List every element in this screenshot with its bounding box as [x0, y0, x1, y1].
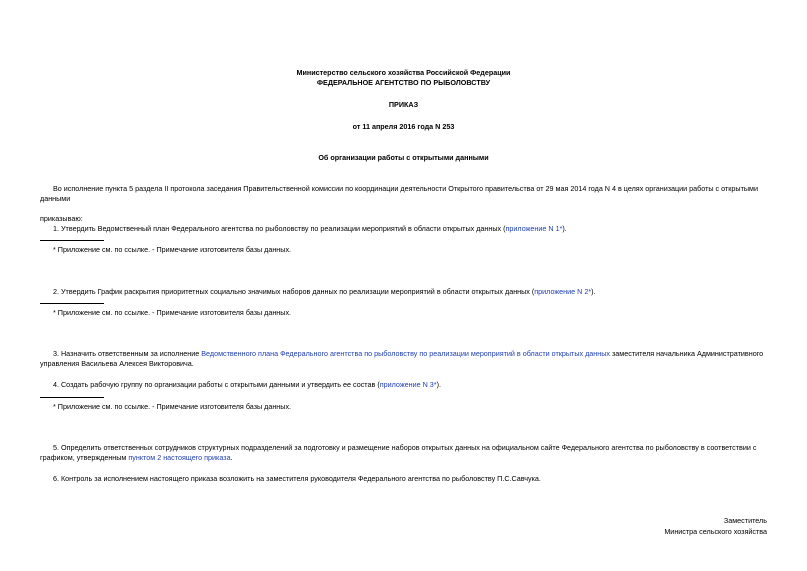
signature-title-line-1: Заместитель [723, 516, 767, 525]
item-6: 6. Контроль за исполнением настоящего приказа возложить на заместителя руководителя Федерального агентства по рыболовству П.С.Савчука. [53, 474, 541, 483]
agency-name: ФЕДЕРАЛЬНОЕ АГЕНТСТВО ПО РЫБОЛОВСТВУ [316, 78, 491, 87]
document-subject: Об организации работы с открытыми данными [318, 153, 489, 162]
appendix-1-link[interactable]: приложение N 1* [505, 224, 563, 233]
appendix-2-link[interactable]: приложение N 2* [534, 287, 592, 296]
item-2-tail: ). [591, 287, 596, 296]
item-4-text: 4. Создать рабочую группу по организации работы с открытыми данными и утвердить ее состав ( [53, 380, 380, 389]
preamble-line-2: данными [40, 194, 71, 203]
order-word: приказываю: [40, 214, 83, 223]
item-5-line-1: 5. Определить ответственных сотрудников структурных подразделений за подготовку и размещение наборов открытых данных на официальном сайте Федерального агентства по рыболовству в соответствии с [53, 443, 757, 452]
footnote-divider-2 [40, 303, 104, 304]
item-5-tail: . [230, 453, 233, 462]
document-date-number: от 11 апреля 2016 года N 253 [352, 122, 455, 131]
item-4 [53, 380, 441, 390]
footnote-3: * Приложение см. по ссылке. - Примечание изготовителя базы данных. [53, 402, 292, 411]
item-1-text: 1. Утвердить Ведомственный план Федерального агентства по рыболовству по реализации мероприятий в области открытых данных ( [53, 224, 506, 233]
item-1-tail: ). [562, 224, 567, 233]
item-3 [53, 349, 763, 359]
footnote-divider-1 [40, 240, 104, 241]
item-5-text: графиком, утвержденным [40, 453, 129, 462]
preamble-line-1: Во исполнение пункта 5 раздела II протокола заседания Правительственной комиссии по координации деятельности Открытого правительства от 29 мая 2014 года N 4 в целях организации работы с открытыми [53, 184, 759, 193]
item-3-tail: заместителя начальника Административного [610, 349, 764, 358]
document-type: ПРИКАЗ [388, 100, 419, 109]
item-4-tail: ). [436, 380, 441, 389]
clause-2-link[interactable]: пунктом 2 настоящего приказа [128, 453, 231, 462]
appendix-3-link[interactable]: приложение N 3* [379, 380, 437, 389]
footnote-divider-3 [40, 397, 104, 398]
item-3-line-2: управления Васильева Алексея Викторовича. [40, 359, 194, 368]
item-2-text: 2. Утвердить График раскрытия приоритетных социально значимых наборов данных по реализации мероприятий в области открытых данных ( [53, 287, 535, 296]
footnote-1: * Приложение см. по ссылке. - Примечание изготовителя базы данных. [53, 245, 292, 254]
departmental-plan-link[interactable]: Ведомственного плана Федерального агентства по рыболовству по реализации мероприятий в области открытых данных [201, 349, 610, 358]
signature-title-line-2: Министра сельского хозяйства [664, 527, 767, 536]
item-5-line-2 [40, 453, 233, 463]
ministry-name: Министерство сельского хозяйства Российской Федерации [296, 68, 511, 77]
item-3-text: 3. Назначить ответственным за исполнение [53, 349, 202, 358]
footnote-2: * Приложение см. по ссылке. - Примечание изготовителя базы данных. [53, 308, 292, 317]
item-2 [53, 287, 596, 297]
item-1 [53, 224, 567, 234]
